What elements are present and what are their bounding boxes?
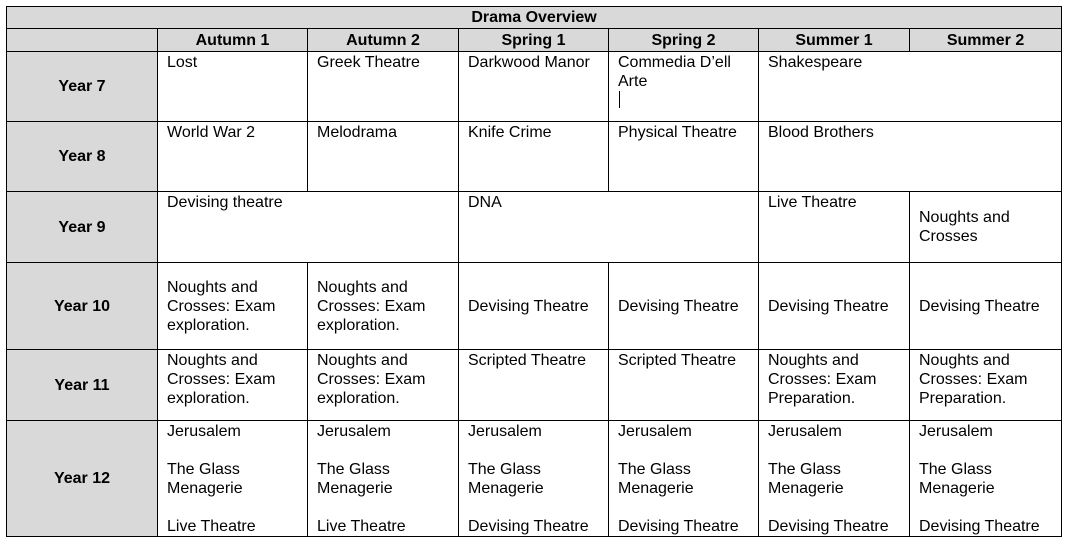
topic-text-line: Crosses: Exam <box>768 371 877 388</box>
topic-text-line: Jerusalem <box>919 423 993 440</box>
topic-text-line: Menagerie <box>919 480 995 497</box>
topic-text-line: Crosses: Exam <box>317 297 426 315</box>
topic-cell <box>609 350 759 421</box>
topic-cell <box>459 350 609 421</box>
topic-text-line: The Glass <box>618 461 691 478</box>
topic-text-line: Preparation. <box>768 390 856 407</box>
topic-text-line-fragment: Arte <box>618 73 648 90</box>
topic-text-line: The Glass <box>167 461 240 478</box>
topic-text-line: Noughts and <box>317 278 408 296</box>
table-row <box>7 122 1062 192</box>
year-label: Year 12 <box>7 421 158 537</box>
topic-text-line: exploration. <box>167 316 250 334</box>
table-row <box>7 52 1062 122</box>
topic-text: Devising theatre <box>167 194 283 211</box>
topic-text-line: Noughts and <box>317 352 408 369</box>
topic-cell <box>158 421 308 537</box>
topic-cell <box>158 122 308 192</box>
topic-text-line: Jerusalem <box>468 423 542 440</box>
topic-text: World War 2 <box>167 124 256 141</box>
blank-line <box>468 498 600 517</box>
header-blank-cell <box>7 29 158 52</box>
topic-cell <box>910 350 1062 421</box>
topic-cell-merged <box>459 192 759 263</box>
topic-text: Darkwood Manor <box>468 54 590 71</box>
topic-text-line: Preparation. <box>919 390 1007 407</box>
blank-line <box>919 498 1053 517</box>
topic-text-line: Crosses: Exam <box>919 371 1028 388</box>
topic-cell <box>759 192 910 263</box>
topic-cell <box>459 263 609 350</box>
topic-cell <box>609 122 759 192</box>
table-row <box>7 192 1062 263</box>
topic-text: Greek Theatre <box>317 54 420 71</box>
topic-text-line: The Glass <box>317 461 390 478</box>
topic-cell-merged <box>158 192 459 263</box>
topic-text-line: Jerusalem <box>317 423 391 440</box>
year-label: Year 9 <box>7 192 158 263</box>
topic-text: Devising Theatre <box>618 297 739 315</box>
year-label: Year 7 <box>7 52 158 122</box>
topic-text-line: Commedia D’ell <box>618 54 731 71</box>
topic-text: Lost <box>167 54 198 71</box>
topic-text: Knife Crime <box>468 124 552 141</box>
topic-text-line: Noughts and <box>768 352 859 369</box>
topic-text-line: Crosses: Exam <box>167 371 276 388</box>
blank-line <box>167 498 299 517</box>
blank-line <box>468 441 600 460</box>
topic-cell[interactable] <box>609 52 759 122</box>
topic-text-line: Menagerie <box>468 480 544 497</box>
topic-text: Scripted Theatre <box>618 352 736 369</box>
topic-cell <box>158 52 308 122</box>
topic-text-line: Crosses <box>919 228 978 245</box>
topic-text-line: Noughts and <box>919 209 1010 226</box>
topic-text: Shakespeare <box>768 54 863 71</box>
topic-cell <box>759 263 910 350</box>
topic-text-line: Noughts and <box>919 352 1010 369</box>
topic-text: Devising Theatre <box>768 297 889 315</box>
topic-text-line: Menagerie <box>317 480 393 497</box>
topic-text-line: Live Theatre <box>167 518 256 535</box>
topic-cell <box>158 350 308 421</box>
topic-text-line: exploration. <box>317 316 400 334</box>
blank-line <box>768 498 901 517</box>
topic-text-line: Devising Theatre <box>768 518 889 535</box>
table-row <box>7 421 1062 537</box>
topic-text-line <box>618 72 750 108</box>
topic-cell <box>459 122 609 192</box>
topic-cell <box>759 421 910 537</box>
topic-text: Scripted Theatre <box>468 352 586 369</box>
topic-text-line: Crosses: Exam <box>167 297 276 315</box>
topic-cell-merged <box>759 122 1062 192</box>
blank-line <box>167 441 299 460</box>
topic-cell <box>308 350 459 421</box>
topic-cell <box>308 52 459 122</box>
header-spring-1: Spring 1 <box>459 29 609 52</box>
topic-cell <box>609 263 759 350</box>
year-label: Year 8 <box>7 122 158 192</box>
topic-cell <box>759 350 910 421</box>
topic-text-line: Devising Theatre <box>468 518 589 535</box>
topic-text-line: Devising Theatre <box>919 518 1040 535</box>
year-label: Year 11 <box>7 350 158 421</box>
topic-cell <box>910 192 1062 263</box>
header-autumn-2: Autumn 2 <box>308 29 459 52</box>
topic-text-line: The Glass <box>468 461 541 478</box>
topic-text-line: Devising Theatre <box>618 518 739 535</box>
header-spring-2: Spring 2 <box>609 29 759 52</box>
topic-text-line: Menagerie <box>618 480 694 497</box>
topic-text-line: Noughts and <box>167 352 258 369</box>
topic-text: DNA <box>468 194 502 211</box>
topic-text-line: The Glass <box>768 461 841 478</box>
topic-text-line: Jerusalem <box>768 423 842 440</box>
blank-line <box>618 441 750 460</box>
table-title: Drama Overview <box>7 7 1062 29</box>
topic-text: Blood Brothers <box>768 124 874 141</box>
topic-text: Devising Theatre <box>468 297 589 315</box>
header-autumn-1: Autumn 1 <box>158 29 308 52</box>
topic-text: Physical Theatre <box>618 124 737 141</box>
topic-text-line: Menagerie <box>768 480 844 497</box>
blank-line <box>317 441 450 460</box>
topic-cell <box>459 421 609 537</box>
topic-cell <box>158 263 308 350</box>
topic-text-line: exploration. <box>167 390 250 407</box>
header-summer-2: Summer 2 <box>910 29 1062 52</box>
topic-text-line: Live Theatre <box>317 518 406 535</box>
topic-cell <box>308 421 459 537</box>
topic-text-line: Menagerie <box>167 480 243 497</box>
topic-cell <box>308 263 459 350</box>
topic-text-line: Jerusalem <box>167 423 241 440</box>
topic-cell <box>308 122 459 192</box>
text-cursor <box>619 91 620 108</box>
topic-cell <box>459 52 609 122</box>
topic-text-line: Noughts and <box>167 278 258 296</box>
year-label: Year 10 <box>7 263 158 350</box>
header-summer-1: Summer 1 <box>759 29 910 52</box>
blank-line <box>768 441 901 460</box>
topic-text-line: Jerusalem <box>618 423 692 440</box>
topic-text: Melodrama <box>317 124 398 141</box>
topic-text-line: Crosses: Exam <box>317 371 426 388</box>
topic-cell <box>910 263 1062 350</box>
blank-line <box>919 441 1053 460</box>
drama-overview-table <box>6 6 1062 537</box>
blank-line <box>317 498 450 517</box>
topic-text: Live Theatre <box>768 194 857 211</box>
topic-cell <box>609 421 759 537</box>
topic-text: Devising Theatre <box>919 297 1040 315</box>
blank-line <box>618 498 750 517</box>
topic-cell-merged <box>759 52 1062 122</box>
table-row <box>7 263 1062 350</box>
topic-text-line: exploration. <box>317 390 400 407</box>
table-row <box>7 350 1062 421</box>
topic-cell <box>910 421 1062 537</box>
topic-text-line: The Glass <box>919 461 992 478</box>
